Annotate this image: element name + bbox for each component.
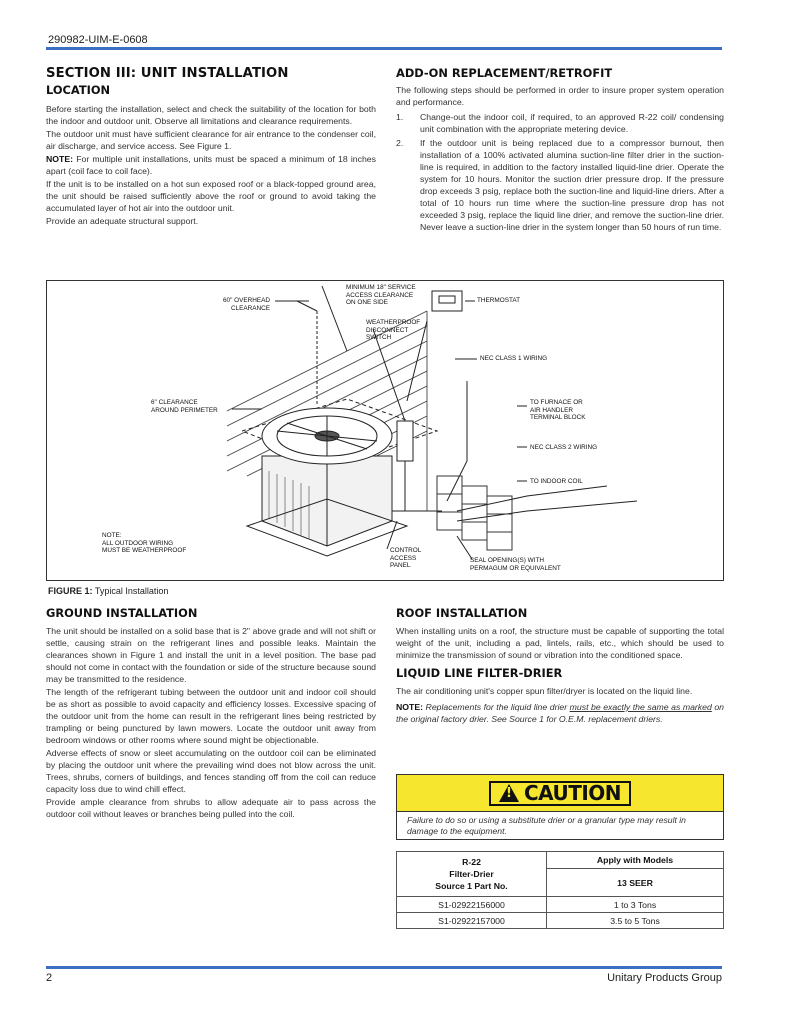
right-column-bottom [396,606,724,726]
installation-figure [46,280,724,581]
note-label: NOTE: [46,154,74,164]
ground-paragraph-4: Provide ample clearance from shrubs to allow adequate air to pass across the outdoor coil without leaves or branches being pulled into the coil. [46,797,376,819]
nec-class-2-label: NEC CLASS 2 WIRING [530,444,598,451]
table-header-part: R-22 Filter-Drier Source 1 Part No. [397,852,547,897]
footer-rule [46,966,722,969]
seal-opening-label: SEAL OPENING(S) WITH PERMAGUM OR EQUIVALENT [470,557,561,572]
caution-banner [397,775,723,812]
thermostat-label: THERMOSTAT [477,297,521,304]
outdoor-wiring-note: NOTE: ALL OUTDOOR WIRING MUST BE WEATHERPROOF [102,532,187,555]
indoor-coil-label: TO INDOOR COIL [530,478,583,485]
filter-note: NOTE: Replacements for the liquid line drier must be exactly the same as marked on the original factory drier. See Source 1 for O.E.M. replacement driers. [396,702,725,724]
step-text: If the outdoor unit is being replaced due to a compressor burnout, then installation of a 100% activated alumina suction-line filter drier in the suction-line is required, in addition to the factory installed liquid-line drier. Operate the system for 10 hours. Monitor the suction drier pressure drop. If the pressure drop exceeds 3 psig, replace both the suction-line and liquid-line driers. After a total of 10 hours run time where the suction-line pressure drop has not exceeded 3 psig, replace the liquid line drier, and remove the suction-line drier. Never leave a suction-line drier in the system longer than 50 hours of run time. [420,138,724,232]
warning-triangle-icon: ! [499,784,519,802]
table-header-seer: 13 SEER [547,869,724,897]
document-code: 290982-UIM-E-0608 [48,34,148,46]
company-name: Unitary Products Group [607,972,722,984]
table-row: S1-02922157000 3.5 to 5 Tons [397,913,724,929]
condenser-unit [247,408,407,556]
ground-heading: GROUND INSTALLATION [46,606,198,620]
location-paragraph-2: The outdoor unit must have sufficient clearance for air entrance to the condenser coil, air discharge, and service access. See Figure 1. [46,129,376,151]
location-paragraph-5: Provide an adequate structural support. [46,216,199,226]
left-column-bottom [46,606,376,821]
roof-heading: ROOF INSTALLATION [396,606,528,620]
caution-text: Failure to do so or using a substitute drier or a granular type may result in damage to the equipment. [407,815,686,836]
location-paragraph-1: Before starting the installation, select and check the suitability of the location for both the indoor and outdoor unit. Observe all limitations and clearance requirements. [46,104,376,126]
note-label: NOTE: [396,702,424,712]
table-row: S1-02922156000 1 to 3 Tons [397,897,724,913]
control-panel-label: CONTROL ACCESS PANEL [390,547,422,570]
caution-box [396,774,724,840]
service-clearance-label: MINIMUM 18" SERVICE ACCESS CLEARANCE ON ONE SIDE [346,284,416,307]
caution-sign [489,781,631,806]
header-rule [46,47,722,50]
filter-drier-table [396,851,724,929]
addon-heading: ADD-ON REPLACEMENT/RETROFIT [396,66,613,80]
addon-step-2 [396,137,724,233]
furnace-terminal-label: TO FURNACE OR AIR HANDLER TERMINAL BLOCK [530,399,586,422]
overhead-clearance-label: 60" OVERHEAD CLEARANCE [223,297,271,312]
table-header-apply: Apply with Models [547,852,724,869]
left-column-top [46,66,376,228]
caution-word: CAUTION [523,781,622,805]
filter-heading: LIQUID LINE FILTER-DRIER [396,666,563,680]
ground-paragraph-1: The unit should be installed on a solid base that is 2" above grade and will not shift or settle, causing strain on the refrigerant lines and possible leaks. Maintain the clearances shown in Figure 1 and install the unit in a level position. The base pad should not come in contact with the foundation or side of the structure because sound may be transmitted to the residence. [46,626,376,684]
disconnect-switch [397,421,413,461]
step-number: 1. [396,112,404,122]
foundation-blocks [437,476,512,550]
figure-caption: FIGURE 1: Typical Installation [48,586,169,596]
location-paragraph-4: If the unit is to be installed on a hot sun exposed roof or a black-topped ground area, the unit should be raised sufficiently above the roof or ground to avoid taking the accumulated layer of hot air into the outdoor unit. [46,179,376,213]
location-note [46,153,376,177]
ground-paragraph-3: Adverse effects of snow or sleet accumulating on the outdoor coil can be eliminated by placing the outdoor unit where the prevailing wind does not blow across the unit. Trees, shrubs, corners of buildings, and fences standing off from the coil can reduce capacity loss due to wind chill effect. [46,748,376,794]
right-column-top [396,66,724,235]
perimeter-clearance-label: 6" CLEARANCE AROUND PERIMETER [151,399,218,414]
ground-paragraph-2: The length of the refrigerant tubing between the outdoor unit and indoor coil should be as short as possible to avoid capacity and efficiency losses. Excessive spacing of the outdoor unit from the home can result in the refrigerant lines being restricted by trampling or being punctured by lawn mowers. Locate the outdoor unit away from bedroom windows or other rooms where sound might be objectionable. [46,687,376,745]
roof-paragraph: When installing units on a roof, the structure must be capable of supporting the total weight of the unit, including a pad, lintels, rails, etc., which should be used to minimize the transmission of sound or vibration into the conditioned space. [396,626,724,660]
step-number: 2. [396,138,404,148]
section-title: SECTION III: UNIT INSTALLATION [46,66,289,81]
step-text: Change-out the indoor coil, if required, to an approved R-22 coil/ condensing unit combination with the appropriate metering device. [420,112,724,134]
addon-intro: The following steps should be performed in order to insure proper system operation and performance. [396,85,724,107]
filter-paragraph: The air conditioning unit's copper spun filter/dryer is located on the liquid line. [396,686,693,696]
thermostat [432,291,462,311]
location-heading: LOCATION [46,83,111,97]
nec-class-1-label: NEC CLASS 1 WIRING [480,355,548,362]
disconnect-switch-label: WEATHERPROOF DISCONNECT SWITCH [366,319,421,342]
page-number: 2 [46,972,53,984]
addon-step-1 [396,111,724,135]
note-text: For multiple unit installations, units must be spaced a minimum of 18 inches apart (coil face to coil face). [46,154,376,176]
